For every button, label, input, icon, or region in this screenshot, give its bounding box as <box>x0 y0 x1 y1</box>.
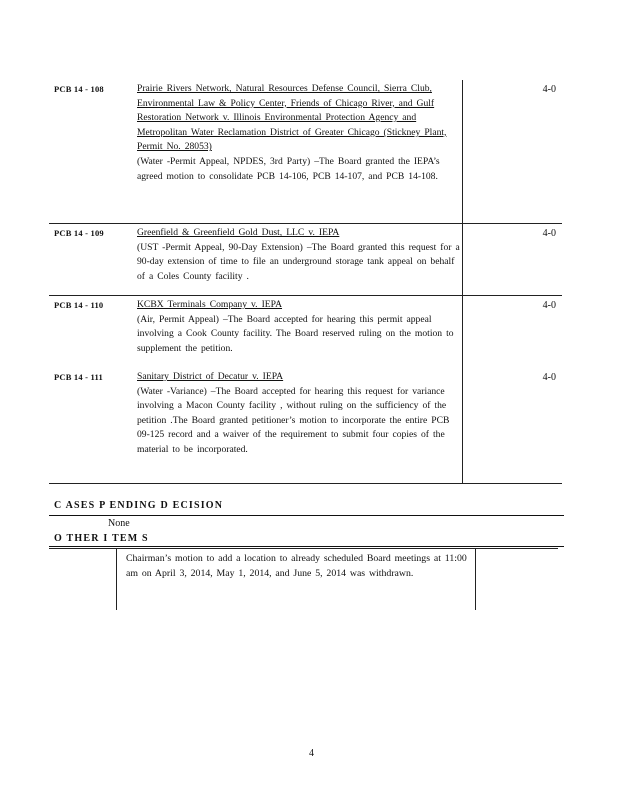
case-description-cell <box>137 296 462 368</box>
section-divider <box>49 546 564 547</box>
case-description: (Water -Permit Appeal, NPDES, 3rd Party) –The Board granted the IEPA’s agreed motion to consolidate PCB 14-106, PCB 14-107, and PCB 14-108. <box>137 155 440 182</box>
case-row <box>49 368 562 484</box>
case-description: (UST -Permit Appeal, 90-Day Extension) –The Board granted this request for a 90-day extension of time to file an underground storage tank appeal on behalf of a Coles County facility . <box>137 241 460 282</box>
case-number: PCB 14 - 111 <box>54 372 103 382</box>
case-vote: 4-0 <box>462 80 562 223</box>
other-item-text: Chairman’s motion to add a location to already scheduled Board meetings at 11:00 am on April 3, 2014, May 1, 2014, and June 5, 2014 was withdrawn. <box>126 553 467 579</box>
case-vote: 4-0 <box>462 224 562 295</box>
page-number: 4 <box>309 748 314 759</box>
case-caption: Prairie Rivers Network, Natural Resources Defense Council, Sierra Club, Environmental Law & Policy Center, Friends of Chicago River, and Gulf Restoration Network v. Illinois Environmental Protection Agency and Metropolitan Water Reclamation District of Greater Chicago (Stickney Plant, Permit No. 28053) <box>137 83 447 153</box>
case-row <box>49 223 562 295</box>
pending-none-text: None <box>108 518 130 529</box>
case-number: PCB 14 - 108 <box>54 84 104 94</box>
case-vote: 4-0 <box>462 296 562 368</box>
item-number-cell <box>49 549 117 610</box>
section-divider <box>49 515 564 516</box>
cases-table <box>49 80 562 484</box>
case-vote: 4-0 <box>462 368 562 483</box>
case-description-cell <box>137 368 462 483</box>
case-caption: Greenfield & Greenfield Gold Dust, LLC v. IEPA <box>137 227 340 238</box>
case-row <box>49 295 562 368</box>
case-row <box>49 80 562 223</box>
item-vote-cell <box>475 549 558 610</box>
case-number: PCB 14 - 109 <box>54 228 104 238</box>
case-description: (Air, Permit Appeal) –The Board accepted for hearing this permit appeal involving a Cook County facility. The Board reserved ruling on the motion to supplement the petition. <box>137 313 454 354</box>
case-description-cell <box>137 224 462 295</box>
other-items-heading: O THER I TEM S <box>54 533 149 544</box>
case-description-cell <box>137 80 462 223</box>
case-caption: KCBX Terminals Company v. IEPA <box>137 299 283 310</box>
cases-pending-decision-heading: C ASES P ENDING D ECISION <box>54 500 224 511</box>
other-items-table <box>49 548 558 610</box>
case-caption: Sanitary District of Decatur v. IEPA <box>137 371 284 382</box>
case-number: PCB 14 - 110 <box>54 300 104 310</box>
case-description: (Water -Variance) –The Board accepted for hearing this request for variance involving a Macon County facility , without ruling on the sufficiency of the petition .The Board granted petitioner’s motion to incorporate the entire PCB 09-125 record and a waiver of the requirement to submit four copies of the material to be incorporated. <box>137 385 450 455</box>
